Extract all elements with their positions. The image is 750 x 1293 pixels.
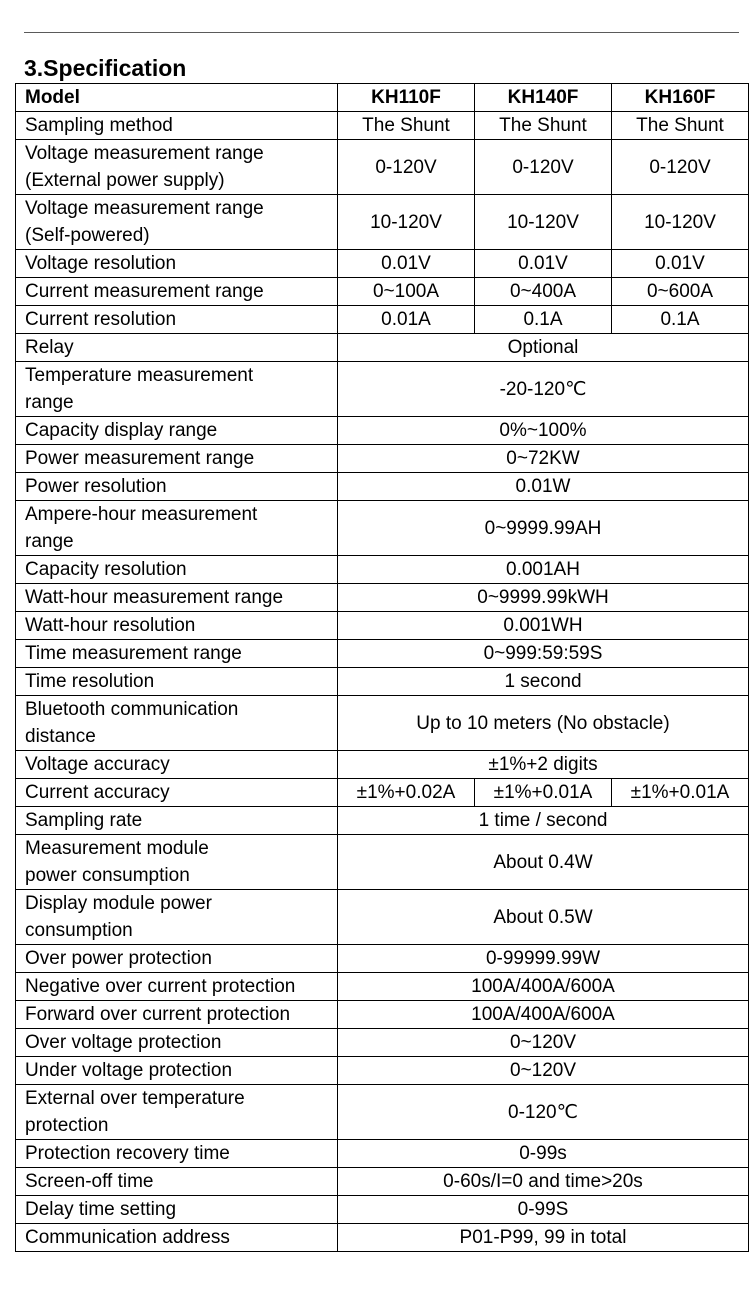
row-label: Screen-off time [16,1168,338,1196]
table-row [16,945,749,973]
row-label: Voltage resolution [16,250,338,278]
row-value-merged: 0~999:59:59S [338,640,749,668]
row-value: 10-120V [338,195,475,250]
table-row [16,807,749,835]
row-label-line: Measurement module [25,838,209,859]
row-value: 0~100A [338,278,475,306]
table-row [16,696,749,751]
row-value: ±1%+0.02A [338,779,475,807]
row-label: Time resolution [16,668,338,696]
table-row [16,1168,749,1196]
row-label: Forward over current protection [16,1001,338,1029]
row-label-line: Temperature measurement [25,365,254,386]
table-row [16,751,749,779]
row-value: 0.01V [338,250,475,278]
row-value: 10-120V [475,195,612,250]
header-model-kh140f: KH140F [475,84,612,112]
table-row [16,195,749,250]
row-value-merged: 100A/400A/600A [338,1001,749,1029]
table-row [16,140,749,195]
row-label-line: Ampere-hour measurement [25,504,258,525]
row-value: 10-120V [612,195,749,250]
table-row [16,1001,749,1029]
table-row [16,1085,749,1140]
row-value: 0~600A [612,278,749,306]
row-label-line: power consumption [25,865,190,886]
row-value-merged: 1 second [338,668,749,696]
row-value-merged: About 0.5W [338,890,749,945]
header-model-kh160f: KH160F [612,84,749,112]
row-value-merged: 0.001AH [338,556,749,584]
header-model-label: Model [16,84,338,112]
row-label: Power measurement range [16,445,338,473]
table-row [16,1224,749,1252]
row-value-merged: 0%~100% [338,417,749,445]
row-label-line: distance [25,726,96,747]
table-row [16,556,749,584]
row-label-line: (Self-powered) [25,225,150,246]
row-label: Relay [16,334,338,362]
section-title: 3.Specification [24,55,187,81]
table-row [16,640,749,668]
row-label: Time measurement range [16,640,338,668]
row-value: 0-120V [475,140,612,195]
row-label: Over power protection [16,945,338,973]
row-value: 0.1A [475,306,612,334]
row-label [16,362,338,417]
table-row [16,612,749,640]
table-row [16,278,749,306]
row-value: 0.01V [612,250,749,278]
row-label-line: consumption [25,920,133,941]
row-label: Negative over current protection [16,973,338,1001]
row-label: Delay time setting [16,1196,338,1224]
row-label: Communication address [16,1224,338,1252]
row-label [16,696,338,751]
table-row [16,835,749,890]
table-header-row [16,84,749,112]
row-value: The Shunt [612,112,749,140]
row-label: Current measurement range [16,278,338,306]
row-label: Over voltage protection [16,1029,338,1057]
row-label-line: protection [25,1115,109,1136]
table-row [16,417,749,445]
row-label [16,140,338,195]
header-model-kh110f: KH110F [338,84,475,112]
row-value: 0-120V [338,140,475,195]
table-row [16,112,749,140]
row-label [16,195,338,250]
row-value-merged: ±1%+2 digits [338,751,749,779]
row-value-merged: About 0.4W [338,835,749,890]
row-label-line: Bluetooth communication [25,699,239,720]
row-value-merged: 0.01W [338,473,749,501]
row-value-merged: 0~120V [338,1029,749,1057]
row-label: Sampling rate [16,807,338,835]
row-value: 0.01A [338,306,475,334]
table-row [16,473,749,501]
row-value-merged: 1 time / second [338,807,749,835]
row-value: The Shunt [338,112,475,140]
table-row [16,334,749,362]
row-value-merged: 100A/400A/600A [338,973,749,1001]
row-value-merged: 0.001WH [338,612,749,640]
row-label [16,501,338,556]
row-value: 0.1A [612,306,749,334]
row-value-merged: 0-99999.99W [338,945,749,973]
row-label: Watt-hour resolution [16,612,338,640]
row-value-merged: 0~72KW [338,445,749,473]
table-row [16,306,749,334]
row-value: ±1%+0.01A [475,779,612,807]
table-row [16,668,749,696]
table-row [16,973,749,1001]
table-row [16,1140,749,1168]
row-value-merged: Up to 10 meters (No obstacle) [338,696,749,751]
row-label-line: (External power supply) [25,170,225,191]
row-label: Protection recovery time [16,1140,338,1168]
table-body [16,112,749,1252]
row-value: 0.01V [475,250,612,278]
row-value-merged: 0-99S [338,1196,749,1224]
table-row [16,501,749,556]
table-row [16,584,749,612]
row-label-line: Display module power [25,893,212,914]
table-row [16,250,749,278]
row-label: Power resolution [16,473,338,501]
row-label [16,835,338,890]
table-row [16,1057,749,1085]
top-divider [24,32,739,33]
row-value: 0~400A [475,278,612,306]
row-value-merged: 0~9999.99AH [338,501,749,556]
table-row [16,445,749,473]
row-label-line: range [25,531,74,552]
row-value-merged: P01-P99, 99 in total [338,1224,749,1252]
row-label: Current resolution [16,306,338,334]
row-label [16,890,338,945]
row-value-merged: 0~9999.99kWH [338,584,749,612]
row-label-line: Voltage measurement range [25,143,264,164]
row-label: Voltage accuracy [16,751,338,779]
row-value-merged: -20-120℃ [338,362,749,417]
row-label-line: range [25,392,74,413]
row-label: Capacity resolution [16,556,338,584]
table-row [16,890,749,945]
row-label: Watt-hour measurement range [16,584,338,612]
row-label: Capacity display range [16,417,338,445]
row-label [16,1085,338,1140]
row-value: The Shunt [475,112,612,140]
row-value: ±1%+0.01A [612,779,749,807]
row-value-merged: 0-120℃ [338,1085,749,1140]
table-row [16,362,749,417]
row-value-merged: Optional [338,334,749,362]
row-value: 0-120V [612,140,749,195]
row-label-line: External over temperature [25,1088,245,1109]
row-label: Under voltage protection [16,1057,338,1085]
row-value-merged: 0-99s [338,1140,749,1168]
row-label: Current accuracy [16,779,338,807]
row-label-line: Voltage measurement range [25,198,264,219]
table-row [16,1196,749,1224]
row-value-merged: 0~120V [338,1057,749,1085]
table-row [16,1029,749,1057]
row-value-merged: 0-60s/I=0 and time>20s [338,1168,749,1196]
specification-table [15,83,749,1252]
table-row [16,779,749,807]
row-label: Sampling method [16,112,338,140]
